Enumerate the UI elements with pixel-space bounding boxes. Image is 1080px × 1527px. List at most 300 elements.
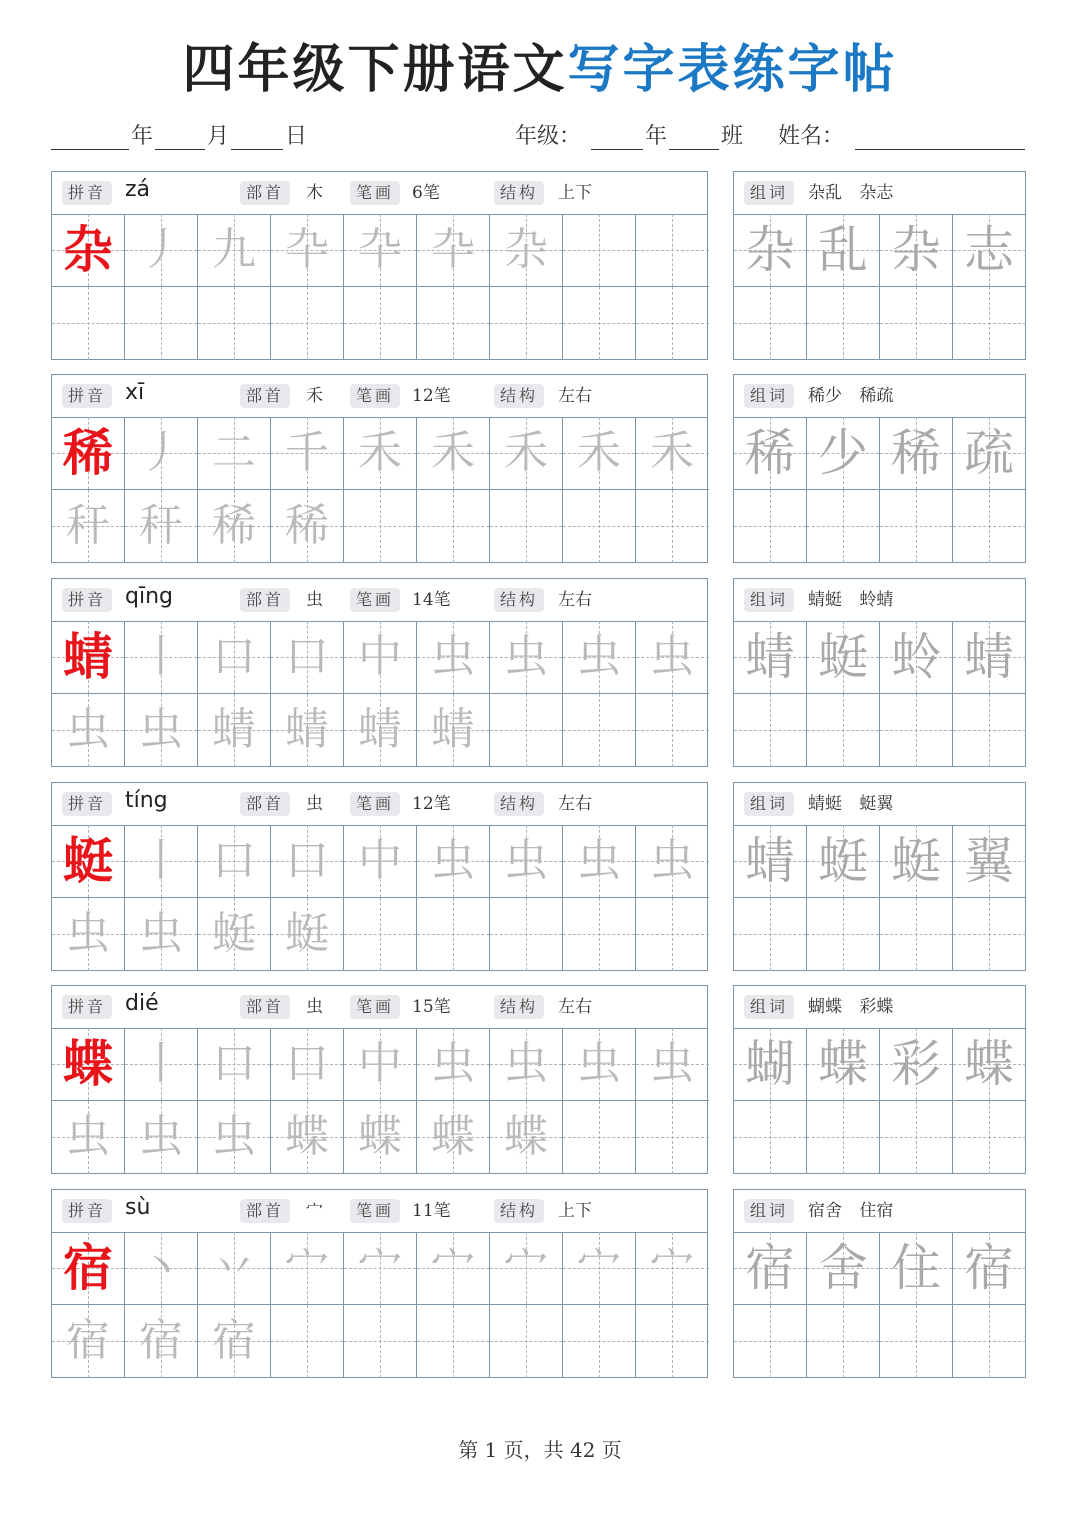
- writing-cell[interactable]: [344, 490, 417, 563]
- words-tag: 组词: [744, 384, 794, 408]
- writing-cell[interactable]: [125, 1101, 198, 1174]
- word-cell[interactable]: [953, 417, 1026, 490]
- writing-cell[interactable]: [636, 490, 709, 563]
- word-cell[interactable]: [953, 898, 1026, 971]
- writing-cell[interactable]: [490, 1028, 563, 1101]
- stroke-order-step: 口: [285, 1038, 329, 1089]
- stroke-order-step: 口: [212, 631, 256, 682]
- writing-cell[interactable]: [563, 417, 636, 490]
- word-character: 志: [964, 221, 1014, 279]
- grid-guide-vertical: [453, 490, 454, 563]
- writing-cell[interactable]: [417, 287, 490, 360]
- writing-cell[interactable]: [490, 1101, 563, 1174]
- word-cell[interactable]: [880, 214, 953, 287]
- stroke-order-step: 口: [285, 835, 329, 886]
- structure-tag: 结构: [494, 181, 544, 205]
- grade-blank[interactable]: [591, 149, 643, 150]
- grid-guide-vertical: [989, 1305, 990, 1378]
- writing-cell[interactable]: [636, 1101, 709, 1174]
- writing-cell[interactable]: [490, 417, 563, 490]
- word-cell[interactable]: [953, 825, 1026, 898]
- grid-guide-vertical: [599, 1101, 600, 1174]
- word-cell[interactable]: [807, 1101, 880, 1174]
- writing-cell[interactable]: [125, 898, 198, 971]
- writing-cell[interactable]: [125, 825, 198, 898]
- grid-guide-vertical: [599, 694, 600, 767]
- word-character: 少: [818, 424, 868, 482]
- writing-cell[interactable]: [563, 490, 636, 563]
- stroke-order-step: 蜻: [212, 704, 256, 755]
- month-blank[interactable]: [155, 149, 205, 150]
- words-tag: 组词: [744, 588, 794, 612]
- writing-cell[interactable]: [125, 287, 198, 360]
- word-cell[interactable]: [807, 214, 880, 287]
- writing-cell[interactable]: [198, 1101, 271, 1174]
- stroke-order-step: 宀: [650, 1242, 694, 1293]
- writing-cell[interactable]: [198, 1028, 271, 1101]
- writing-cell[interactable]: [417, 417, 490, 490]
- writing-cell[interactable]: [636, 898, 709, 971]
- grid-guide-vertical: [672, 287, 673, 360]
- writing-cell[interactable]: [125, 490, 198, 563]
- radical-value: 宀: [306, 1201, 323, 1221]
- grid-guide-vertical: [526, 490, 527, 563]
- character-card: [51, 171, 708, 360]
- word-cell[interactable]: [734, 621, 807, 694]
- writing-cell[interactable]: [52, 621, 125, 694]
- grid-guide-vertical: [672, 1305, 673, 1378]
- writing-cell[interactable]: [563, 694, 636, 767]
- word-character: 稀: [745, 424, 795, 482]
- structure-value: 左右: [558, 386, 592, 406]
- writing-cell[interactable]: [490, 287, 563, 360]
- writing-cell[interactable]: [271, 898, 344, 971]
- writing-cell[interactable]: [271, 621, 344, 694]
- word-cell[interactable]: [953, 490, 1026, 563]
- writing-cell[interactable]: [198, 1305, 271, 1378]
- word-cell[interactable]: [880, 825, 953, 898]
- grade-label: 年级：: [515, 124, 582, 149]
- strokes-tag: 笔画: [350, 181, 400, 205]
- word-cell[interactable]: [807, 287, 880, 360]
- writing-cell[interactable]: [636, 694, 709, 767]
- word-cell[interactable]: [807, 825, 880, 898]
- writing-cell[interactable]: [417, 1028, 490, 1101]
- character-info-bar: [52, 172, 707, 215]
- writing-cell[interactable]: [52, 287, 125, 360]
- word-card: [733, 1189, 1026, 1378]
- stroke-order-step: 禾: [431, 427, 475, 478]
- grid-guide-vertical: [843, 490, 844, 563]
- class-blank[interactable]: [669, 149, 719, 150]
- word-cell[interactable]: [734, 214, 807, 287]
- grid-guide-vertical: [843, 287, 844, 360]
- writing-cell[interactable]: [125, 621, 198, 694]
- structure-tag: 结构: [494, 792, 544, 816]
- stroke-order-step: 虫: [431, 631, 475, 682]
- writing-cell[interactable]: [636, 1028, 709, 1101]
- strokes-value: 12笔: [412, 794, 451, 814]
- writing-cell[interactable]: [417, 1232, 490, 1305]
- word-character: 稀: [891, 424, 941, 482]
- writing-cell[interactable]: [636, 1232, 709, 1305]
- word-cell[interactable]: [807, 417, 880, 490]
- grid-guide-vertical: [770, 1101, 771, 1174]
- writing-cell[interactable]: [344, 1028, 417, 1101]
- word-cell[interactable]: [734, 694, 807, 767]
- word-cell[interactable]: [880, 1101, 953, 1174]
- day-label: 日: [285, 124, 308, 149]
- word-character: 蝶: [964, 1035, 1014, 1093]
- grid-guide-vertical: [843, 694, 844, 767]
- words-value: 蝴蝶 彩蝶: [808, 997, 894, 1017]
- grid-guide-vertical: [989, 1101, 990, 1174]
- writing-cell[interactable]: [490, 898, 563, 971]
- word-cell[interactable]: [880, 694, 953, 767]
- writing-cell[interactable]: [490, 214, 563, 287]
- character-info-bar: [52, 375, 707, 418]
- grid-guide-vertical: [380, 287, 381, 360]
- stroke-order-step: 禾: [358, 427, 402, 478]
- word-cell[interactable]: [807, 1305, 880, 1378]
- word-cell[interactable]: [880, 621, 953, 694]
- writing-cell[interactable]: [417, 898, 490, 971]
- writing-cell[interactable]: [125, 1305, 198, 1378]
- writing-cell[interactable]: [417, 694, 490, 767]
- writing-cell[interactable]: [563, 1232, 636, 1305]
- stroke-order-step: 蝶: [431, 1111, 475, 1162]
- word-character: 蛉: [891, 628, 941, 686]
- grid-guide-vertical: [526, 898, 527, 971]
- writing-cell[interactable]: [52, 694, 125, 767]
- stroke-order-step: 宀: [577, 1242, 621, 1293]
- stroke-order-step: 禾: [650, 427, 694, 478]
- word-cell[interactable]: [880, 417, 953, 490]
- writing-cell[interactable]: [636, 287, 709, 360]
- writing-cell[interactable]: [417, 1305, 490, 1378]
- writing-cell[interactable]: [490, 694, 563, 767]
- stroke-order-step: 虫: [650, 1038, 694, 1089]
- word-cell[interactable]: [953, 1101, 1026, 1174]
- writing-cell[interactable]: [52, 898, 125, 971]
- stroke-order-step: 蜻: [358, 704, 402, 755]
- writing-cell[interactable]: [563, 1101, 636, 1174]
- word-cell[interactable]: [807, 1028, 880, 1101]
- writing-cell[interactable]: [198, 1232, 271, 1305]
- writing-cell[interactable]: [52, 214, 125, 287]
- writing-cell[interactable]: [52, 1101, 125, 1174]
- writing-cell[interactable]: [636, 417, 709, 490]
- word-character: 舍: [818, 1239, 868, 1297]
- writing-cell[interactable]: [344, 898, 417, 971]
- word-card: [733, 782, 1026, 971]
- word-cell[interactable]: [807, 621, 880, 694]
- stroke-order-step: 宀: [431, 1242, 475, 1293]
- stroke-order-step: 虫: [139, 1111, 183, 1162]
- writing-cell[interactable]: [125, 1028, 198, 1101]
- stroke-order-step: 宀: [504, 1242, 548, 1293]
- word-cell[interactable]: [953, 1028, 1026, 1101]
- writing-cell[interactable]: [52, 1305, 125, 1378]
- writing-cell[interactable]: [125, 694, 198, 767]
- stroke-order-step: 丷: [212, 1242, 256, 1293]
- structure-value: 左右: [558, 997, 592, 1017]
- character-info-bar: [52, 579, 707, 622]
- date-name-header: [51, 122, 1026, 154]
- stroke-order-step: 蝶: [285, 1111, 329, 1162]
- writing-cell[interactable]: [198, 214, 271, 287]
- word-cell[interactable]: [734, 417, 807, 490]
- structure-tag: 结构: [494, 995, 544, 1019]
- structure-tag: 结构: [494, 384, 544, 408]
- title-part-black: 四年级下册语文: [182, 40, 568, 100]
- writing-cell[interactable]: [271, 825, 344, 898]
- writing-cell[interactable]: [490, 825, 563, 898]
- stroke-order-step: 口: [212, 835, 256, 886]
- grid-guide-vertical: [989, 490, 990, 563]
- writing-cell[interactable]: [563, 214, 636, 287]
- grid-guide-vertical: [770, 287, 771, 360]
- writing-cell[interactable]: [417, 825, 490, 898]
- writing-cell[interactable]: [271, 287, 344, 360]
- stroke-order-step: 虫: [577, 835, 621, 886]
- writing-cell[interactable]: [344, 287, 417, 360]
- stroke-order-step: 中: [358, 835, 402, 886]
- writing-cell[interactable]: [344, 1305, 417, 1378]
- word-info-bar: [734, 375, 1025, 418]
- writing-cell[interactable]: [52, 417, 125, 490]
- writing-cell[interactable]: [563, 621, 636, 694]
- word-cell[interactable]: [953, 621, 1026, 694]
- writing-cell[interactable]: [490, 490, 563, 563]
- writing-cell[interactable]: [490, 1305, 563, 1378]
- word-cell[interactable]: [880, 490, 953, 563]
- word-cell[interactable]: [734, 1232, 807, 1305]
- word-character: 蜓: [891, 832, 941, 890]
- strokes-value: 11笔: [412, 1201, 451, 1221]
- word-cell[interactable]: [953, 694, 1026, 767]
- writing-cell[interactable]: [271, 1305, 344, 1378]
- grid-guide-vertical: [307, 287, 308, 360]
- stroke-order-step: 口: [212, 1038, 256, 1089]
- word-cell[interactable]: [734, 898, 807, 971]
- word-cell[interactable]: [807, 1232, 880, 1305]
- word-card: [733, 578, 1026, 767]
- word-character: 住: [891, 1239, 941, 1297]
- stroke-order-step: 丶: [139, 1242, 183, 1293]
- writing-cell[interactable]: [198, 825, 271, 898]
- word-cell[interactable]: [953, 1305, 1026, 1378]
- writing-cell[interactable]: [271, 1232, 344, 1305]
- grid-guide-vertical: [672, 898, 673, 971]
- writing-cell[interactable]: [563, 1305, 636, 1378]
- pinyin-tag: 拼音: [62, 792, 112, 816]
- writing-cell[interactable]: [52, 490, 125, 563]
- writing-cell[interactable]: [271, 1028, 344, 1101]
- pinyin-tag: 拼音: [62, 588, 112, 612]
- month-label: 月: [207, 124, 230, 149]
- writing-cell[interactable]: [636, 825, 709, 898]
- name-blank[interactable]: [855, 149, 1025, 150]
- writing-cell[interactable]: [125, 214, 198, 287]
- stroke-order-step: 秆: [139, 500, 183, 551]
- grid-guide-vertical: [599, 214, 600, 286]
- day-blank[interactable]: [231, 149, 283, 150]
- stroke-order-step: 稀: [285, 500, 329, 551]
- structure-value: 上下: [558, 183, 592, 203]
- grid-guide-vertical: [770, 898, 771, 971]
- writing-cell[interactable]: [198, 694, 271, 767]
- words-value: 蜻蜓 蛉蜻: [808, 590, 894, 610]
- stroke-order-step: 丿: [139, 224, 183, 275]
- stroke-order-step: 虫: [139, 908, 183, 959]
- structure-tag: 结构: [494, 1199, 544, 1223]
- pinyin-tag: 拼音: [62, 181, 112, 205]
- word-cell[interactable]: [807, 490, 880, 563]
- word-cell[interactable]: [880, 1232, 953, 1305]
- writing-cell[interactable]: [344, 621, 417, 694]
- word-character: 杂: [745, 221, 795, 279]
- word-character: 翼: [964, 832, 1014, 890]
- stroke-order-step: 禾: [504, 427, 548, 478]
- stroke-order-step: 稀: [212, 500, 256, 551]
- writing-cell[interactable]: [417, 214, 490, 287]
- stroke-order-step: 蝶: [358, 1111, 402, 1162]
- pinyin-value: tíng: [125, 788, 168, 813]
- stroke-order-step: 宿: [212, 1315, 256, 1366]
- word-cell[interactable]: [953, 287, 1026, 360]
- word-cell[interactable]: [734, 1101, 807, 1174]
- writing-cell[interactable]: [198, 287, 271, 360]
- grid-guide-vertical: [380, 898, 381, 971]
- word-character: 彩: [891, 1035, 941, 1093]
- writing-cell[interactable]: [198, 490, 271, 563]
- stroke-order-step: 蝶: [504, 1111, 548, 1162]
- radical-value: 禾: [306, 386, 323, 406]
- strokes-tag: 笔画: [350, 995, 400, 1019]
- stroke-order-step: 蜻: [285, 704, 329, 755]
- word-cell[interactable]: [807, 898, 880, 971]
- stroke-order-step: 虫: [66, 704, 110, 755]
- stroke-order-step: 千: [285, 427, 329, 478]
- stroke-order-step: 卆: [431, 224, 475, 275]
- grid-guide-vertical: [916, 1305, 917, 1378]
- grid-guide-vertical: [843, 1305, 844, 1378]
- structure-tag: 结构: [494, 588, 544, 612]
- word-cell[interactable]: [807, 694, 880, 767]
- writing-cell[interactable]: [563, 898, 636, 971]
- grid-guide-vertical: [526, 1305, 527, 1378]
- stroke-order-step: 中: [358, 1038, 402, 1089]
- writing-cell[interactable]: [198, 898, 271, 971]
- writing-cell[interactable]: [563, 825, 636, 898]
- word-character: 蜻: [964, 628, 1014, 686]
- word-cell[interactable]: [734, 1305, 807, 1378]
- writing-cell[interactable]: [636, 214, 709, 287]
- writing-cell[interactable]: [271, 214, 344, 287]
- writing-cell[interactable]: [344, 1101, 417, 1174]
- grid-guide-vertical: [672, 490, 673, 563]
- word-info-bar: [734, 783, 1025, 826]
- character-info-bar: [52, 783, 707, 826]
- writing-cell[interactable]: [636, 1305, 709, 1378]
- model-character: 蝶: [63, 1035, 113, 1093]
- word-cell[interactable]: [880, 898, 953, 971]
- model-character: 蜻: [63, 628, 113, 686]
- word-cell[interactable]: [734, 825, 807, 898]
- writing-cell[interactable]: [52, 1232, 125, 1305]
- writing-cell[interactable]: [271, 694, 344, 767]
- radical-tag: 部首: [240, 588, 290, 612]
- writing-cell[interactable]: [344, 1232, 417, 1305]
- word-cell[interactable]: [734, 490, 807, 563]
- stroke-order-step: 虫: [431, 835, 475, 886]
- word-cell[interactable]: [953, 1232, 1026, 1305]
- word-cell[interactable]: [880, 1028, 953, 1101]
- writing-cell[interactable]: [563, 1028, 636, 1101]
- title-part-blue: 写字表练字帖: [567, 40, 898, 100]
- stroke-order-step: 蜓: [212, 908, 256, 959]
- writing-cell[interactable]: [563, 287, 636, 360]
- writing-cell[interactable]: [344, 694, 417, 767]
- model-character: 杂: [63, 221, 113, 279]
- writing-cell[interactable]: [52, 1028, 125, 1101]
- grid-guide-vertical: [916, 898, 917, 971]
- word-cell[interactable]: [734, 287, 807, 360]
- writing-cell[interactable]: [417, 621, 490, 694]
- word-cell[interactable]: [953, 214, 1026, 287]
- writing-cell[interactable]: [344, 825, 417, 898]
- writing-cell[interactable]: [198, 417, 271, 490]
- grid-guide-vertical: [453, 1305, 454, 1378]
- word-cell[interactable]: [880, 1305, 953, 1378]
- writing-cell[interactable]: [271, 490, 344, 563]
- pinyin-value: dié: [125, 991, 159, 1016]
- writing-cell[interactable]: [417, 490, 490, 563]
- grid-guide-vertical: [843, 898, 844, 971]
- writing-cell[interactable]: [271, 1101, 344, 1174]
- stroke-order-step: 虫: [577, 1038, 621, 1089]
- writing-cell[interactable]: [490, 1232, 563, 1305]
- word-cell[interactable]: [880, 287, 953, 360]
- word-cell[interactable]: [734, 1028, 807, 1101]
- name-label: 姓名：: [778, 124, 845, 149]
- pinyin-value: xī: [125, 380, 145, 405]
- grade-year-label: 年: [645, 124, 668, 149]
- strokes-value: 15笔: [412, 997, 451, 1017]
- grid-guide-vertical: [672, 1101, 673, 1174]
- writing-cell[interactable]: [490, 621, 563, 694]
- grid-guide-vertical: [380, 1305, 381, 1378]
- writing-cell[interactable]: [271, 417, 344, 490]
- model-character: 宿: [63, 1239, 113, 1297]
- writing-cell[interactable]: [125, 417, 198, 490]
- stroke-order-step: 宿: [139, 1315, 183, 1366]
- word-character: 蝴: [745, 1035, 795, 1093]
- stroke-order-step: 丨: [139, 631, 183, 682]
- writing-cell[interactable]: [198, 621, 271, 694]
- character-card: [51, 782, 708, 971]
- writing-cell[interactable]: [344, 417, 417, 490]
- writing-cell[interactable]: [417, 1101, 490, 1174]
- writing-cell[interactable]: [125, 1232, 198, 1305]
- writing-cell[interactable]: [636, 621, 709, 694]
- writing-cell[interactable]: [344, 214, 417, 287]
- character-card: [51, 578, 708, 767]
- year-blank[interactable]: [51, 149, 129, 150]
- grid-guide-vertical: [672, 694, 673, 767]
- writing-cell[interactable]: [52, 825, 125, 898]
